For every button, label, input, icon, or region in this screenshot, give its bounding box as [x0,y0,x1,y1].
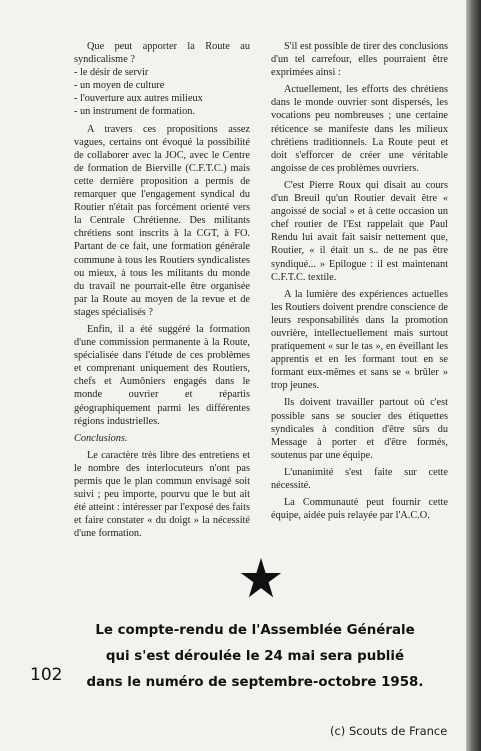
announcement-line: dans le numéro de septembre-octobre 1958. [86,675,424,690]
right-paragraph-4: A la lumière des expériences actuelles les Routiers doivent prendre conscience de leurs responsabilités dans la promotion ouvrière, intellectuellement mais surtout pratiquement « sur le tas », en éveillant les apprentis et en les formant tout en se formant eux-mêmes et sans se « brûler » trop jeunes. [271,288,448,392]
left-text-column [74,40,250,540]
left-paragraph-4: Le caractère très libre des entretiens et le nombre des interlocuteurs n'ont pas permis que le plan commun envisagé soit suivi ; peu importe, pourvu que le but ait été atteint : intéresser par l'exposé des faits et faire constater « du doigt » la nécessité d'une formation. [74,449,250,540]
right-paragraph-2: Actuellement, les efforts des chrétiens dans le monde ouvrier sont dispersés, les vocations peu nombreuses ; une certaine réticence se manifeste dans les milieux chrétiens traditionnels. La Route peut et doit s'efforcer de créer une véritable angoisse de ces problèmes ouvriers. [271,84,448,174]
book-spine-shadow [466,0,481,751]
page-number: 102 [30,665,63,685]
list-item: - l'ouverture aux autres milieux [74,92,250,105]
right-text-column [271,40,448,522]
left-paragraph-3: Enfin, il a été suggéré la formation d'une commission permanente à la Route, spécialisée dans l'étude de ces problèmes et comprenant uniquement des Routiers, chefs et Aumôniers engagés dans le monde ouvrier et répartis géographiquement parmi les différentes régions industrielles. [74,323,250,427]
list-item: - un instrument de formation. [74,105,250,118]
right-paragraph-6: L'unanimité s'est faite sur cette nécessité. [271,466,448,491]
contribution-list [74,66,250,118]
left-paragraph-1: Que peut apporter la Route au syndicalisme ? [74,41,250,66]
announcement-block [70,618,440,696]
announcement-line: Le compte-rendu de l'Assemblée Générale [95,623,415,638]
right-paragraph-1: S'il est possible de tirer des conclusions d'un tel carrefour, elles pourraient être exprimées ainsi : [271,41,448,79]
conclusions-heading: Conclusions. [74,432,128,444]
right-paragraph-3: C'est Pierre Roux qui disait au cours d'un Breuil qu'un Routier devait être « angoissé de social » et à cette occasion un chef routier de l'Est rappelait que Paul Rendu lui avait fait saisir nettement que, Routier, « il était un s.. de ne pas être syndiqué... » Epilogue : il est maintenant C.F.T.C. textile. [271,179,448,283]
star-ornament-icon [240,557,282,599]
right-paragraph-7: La Communauté peut fournir cette équipe, aidée puis relayée par l'A.C.O. [271,497,448,522]
right-paragraph-5: Ils doivent travailler partout où c'est possible sans se soucier des étiquettes syndicales à condition d'être sûrs du Message à porter et d'être formés, soutenus par une équipe. [271,397,448,461]
list-item: - un moyen de culture [74,79,250,92]
list-item: - le désir de servir [74,66,250,79]
left-paragraph-2: A travers ces propositions assez vagues, certains ont évoqué la possibilité de collaborer avec la JOC, avec le Centre de formation de Bierville (C.F.T.C.) mais cette dernière proposition a permis de remarquer que l'engagement syndical du Routier n'était pas forcément orienté vers la Centrale Chrétienne. Des militants chrétiens sont inscrits à la CGT, à FO. Partant de ce fait, une formation générale commune à tous les Routiers syndicalistes ou mieux, à tous les militants du monde du travail ne pourrait-elle être organisée par la Route au moyen de la revue et de stages spécialisés ? [74,123,250,318]
announcement-line: qui s'est déroulée le 24 mai sera publié [105,649,405,664]
copyright-credit: (c) Scouts de France [330,724,448,738]
